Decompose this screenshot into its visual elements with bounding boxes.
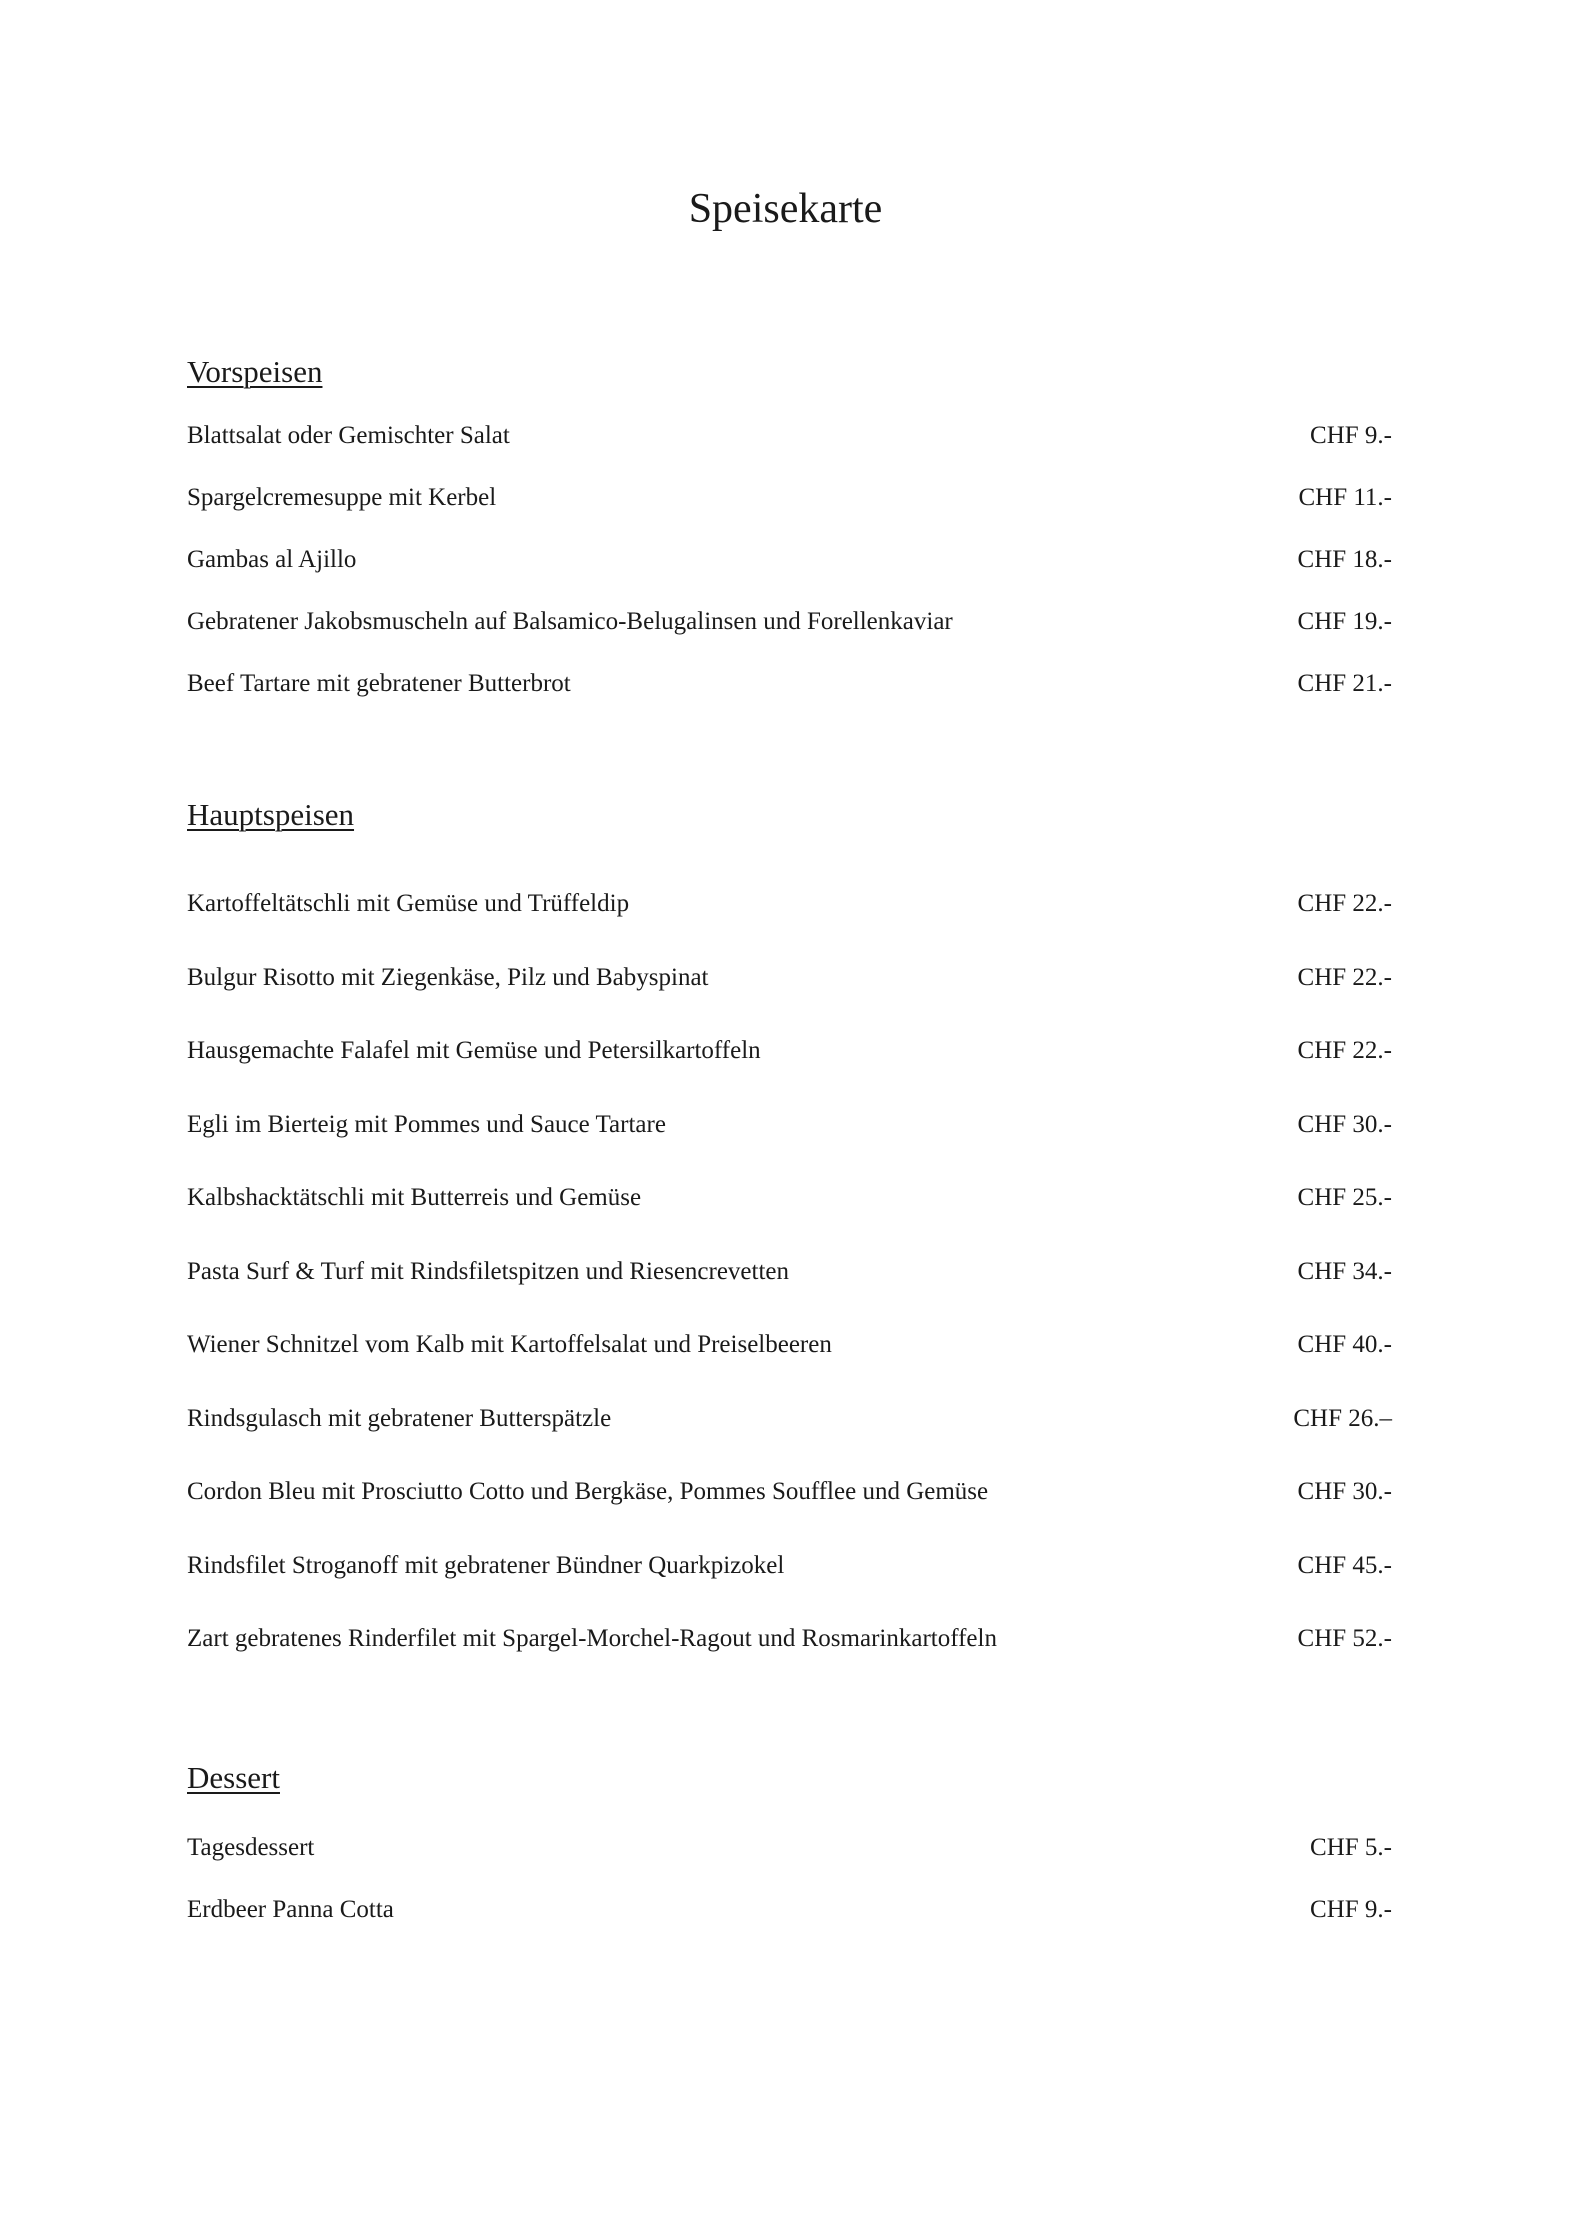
menu-item-price: CHF 45.- (1297, 1551, 1392, 1579)
menu-item (187, 1472, 1392, 1512)
menu-item (187, 1105, 1392, 1145)
menu-item-price: CHF 9.- (1310, 422, 1392, 449)
menu-item-name: Cordon Bleu mit Prosciutto Cotto und Bergkäse, Pommes Soufflee und Gemüse (187, 1478, 989, 1505)
menu-item (187, 1178, 1392, 1218)
menu-item-name: Rindsgulasch mit gebratener Butterspätzle (187, 1404, 612, 1432)
menu-item-price: CHF 40.- (1297, 1331, 1392, 1358)
menu-item (187, 1252, 1392, 1292)
section-heading: Vorspeisen (187, 354, 323, 389)
menu-item-price: CHF 30.- (1297, 1478, 1392, 1505)
menu-item-name: Rindsfilet Stroganoff mit gebratener Bündner Quarkpizokel (187, 1551, 785, 1579)
section-heading: Hauptspeisen (187, 797, 355, 832)
menu-item-name: Bulgur Risotto mit Ziegenkäse, Pilz und Babyspinat (187, 963, 709, 991)
menu-item-price: CHF 11.- (1298, 484, 1392, 511)
menu-item-price: CHF 30.- (1297, 1110, 1392, 1138)
menu-item-price: CHF 26.– (1293, 1404, 1392, 1432)
menu-item (187, 602, 1392, 642)
menu-item-name: Gambas al Ajillo (187, 546, 357, 573)
menu-item-price: CHF 25.- (1297, 1184, 1392, 1211)
menu-item (187, 884, 1392, 924)
menu-section-hauptspeisen (187, 795, 1392, 1693)
menu-item (187, 958, 1392, 998)
menu-section-dessert (187, 1758, 1392, 1952)
menu-item-name: Beef Tartare mit gebratener Butterbrot (187, 670, 571, 697)
menu-item (187, 1325, 1392, 1365)
menu-item-price: CHF 22.- (1297, 890, 1392, 917)
menu-item-price: CHF 9.- (1310, 1896, 1392, 1923)
menu-item-name: Tagesdessert (187, 1834, 315, 1861)
menu-item (187, 1890, 1392, 1930)
menu-item (187, 1619, 1392, 1659)
menu-item-list (187, 1828, 1392, 1930)
menu-item (187, 664, 1392, 704)
menu-item-name: Erdbeer Panna Cotta (187, 1896, 394, 1923)
menu-item-price: CHF 22.- (1297, 1037, 1392, 1064)
menu-item-name: Zart gebratenes Rinderfilet mit Spargel-Morchel-Ragout und Rosmarinkartoffeln (187, 1625, 997, 1652)
menu-item (187, 478, 1392, 518)
menu-item-price: CHF 52.- (1297, 1625, 1392, 1652)
menu-item (187, 1031, 1392, 1071)
menu-item-name: Pasta Surf & Turf mit Rindsfiletspitzen und Riesencrevetten (187, 1257, 790, 1285)
menu-item (187, 416, 1392, 456)
menu-item-name: Hausgemachte Falafel mit Gemüse und Petersilkartoffeln (187, 1037, 761, 1064)
menu-item (187, 1546, 1392, 1586)
menu-item-name: Blattsalat oder Gemischter Salat (187, 422, 510, 449)
menu-item-price: CHF 5.- (1310, 1834, 1392, 1861)
menu-item-name: Kartoffeltätschli mit Gemüse und Trüffeldip (187, 890, 630, 917)
menu-item-name: Gebratener Jakobsmuscheln auf Balsamico-Belugalinsen und Forellenkaviar (187, 608, 953, 635)
menu-item-name: Wiener Schnitzel vom Kalb mit Kartoffelsalat und Preiselbeeren (187, 1331, 832, 1358)
menu-item-price: CHF 19.- (1297, 608, 1392, 635)
menu-item (187, 1399, 1392, 1439)
menu-item-name: Spargelcremesuppe mit Kerbel (187, 484, 497, 511)
menu-item-price: CHF 18.- (1297, 546, 1392, 573)
menu-item (187, 540, 1392, 580)
page-title: Speisekarte (688, 186, 883, 232)
menu-item-name: Kalbshacktätschli mit Butterreis und Gemüse (187, 1184, 642, 1211)
section-heading: Dessert (187, 1760, 280, 1795)
menu-item-price: CHF 34.- (1297, 1257, 1392, 1285)
menu-item-list (187, 416, 1392, 704)
menu-item (187, 1828, 1392, 1868)
menu-item-list (187, 884, 1392, 1659)
menu-item-price: CHF 21.- (1297, 670, 1392, 697)
menu-item-name: Egli im Bierteig mit Pommes und Sauce Tartare (187, 1110, 666, 1138)
menu-section-vorspeisen (187, 352, 1392, 726)
menu-item-price: CHF 22.- (1297, 963, 1392, 991)
